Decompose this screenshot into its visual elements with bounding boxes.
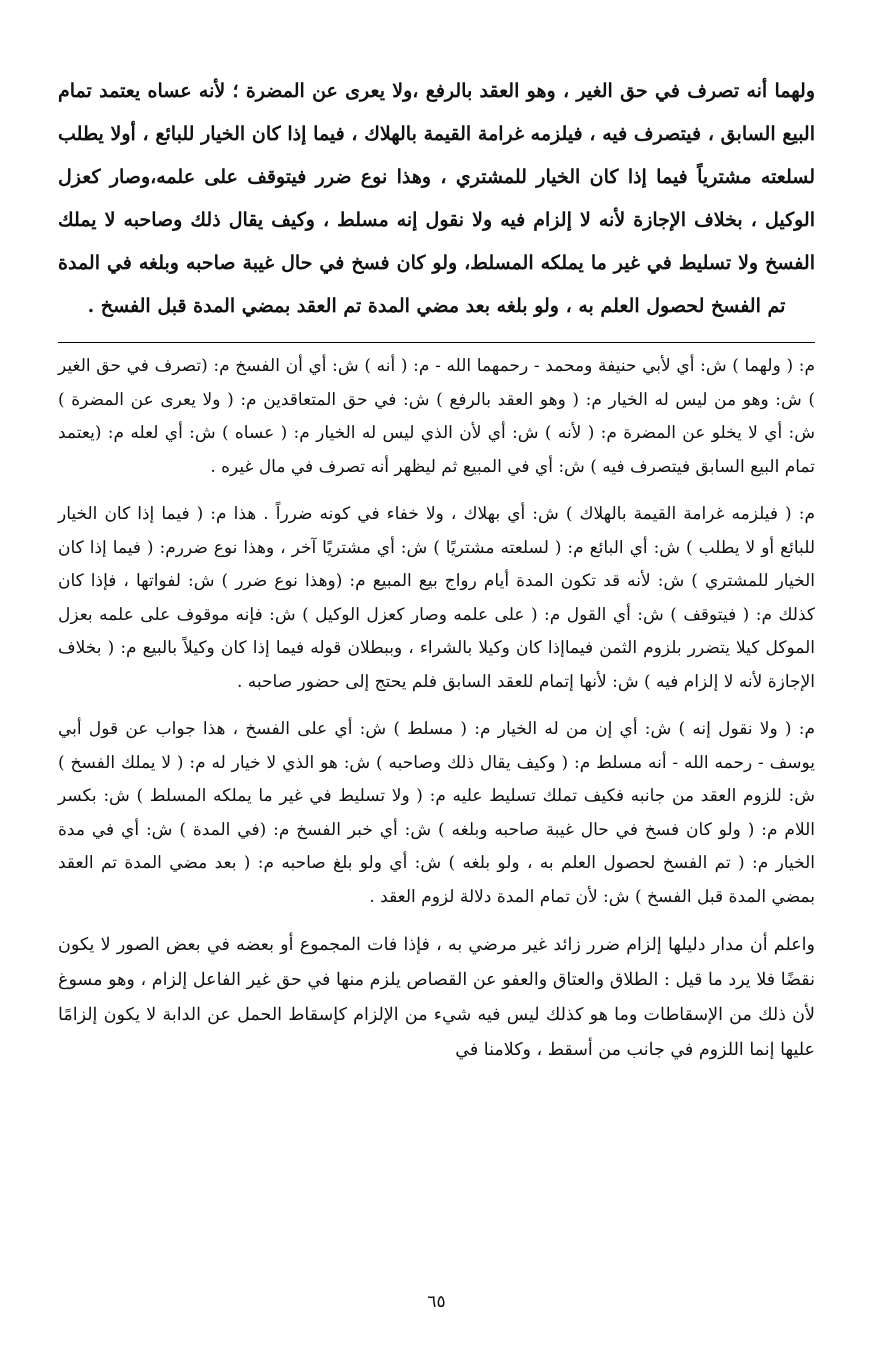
commentary-section	[58, 350, 815, 1082]
commentary-paragraph: واعلم أن مدار دليلها إلزام ضرر زائد غير مرضي به ، فإذا فات المجموع أو بعضه في بعض الصور لا يكون نقضًا فلا يرد ما قيل : الطلاق والعتاق والعفو عن القصاص يلزم منها في حق غير الفاعل إلزام ، وهو مسوغ لأن ذلك من الإسقاطات وما هو كذلك ليس فيه شيء من الإلزام كإسقاط الحمل عن الدابة لا يكون إلزامًا عليها إنما اللزوم في جانب من أسقط ، وكلامنا في	[58, 935, 815, 1060]
page-number: ٦٥	[427, 1292, 446, 1312]
commentary-paragraph: م: ( فيلزمه غرامة القيمة بالهلاك ) ش: أي بهلاك ، ولا خفاء في كونه ضرراً . هذا م: ( فيما إذا كان الخيار للبائع أو لا يطلب ) ش: أي البائع م: ( لسلعته مشتريًا ) ش: أي مشتريًا آخر ، وهذا نوع ضررم: ( فيما إذا كان الخيار للمشتري ) ش: لأنه قد تكون المدة أيام رواج بيع المبيع م: (وهذا نوع ضرر ) ش: لفواتها ، فإذا كان كذلك م: ( فيتوقف ) ش: أي القول م: ( على علمه وصار كعزل الوكيل ) ش: فإنه موقوف على علمه بعزل الموكل كيلا يتضرر بلزوم الثمن فيماإذا كان وكيلا بالشراء ، وببطلان قوله فيما إذا كان وكيلاً بالبيع م: ( بخلاف الإجازة لأنه لا إلزام فيه ) ش: لأنها إتمام للعقد السابق فلم يحتج إلى حضور صاحبه .	[58, 504, 815, 692]
section-divider	[58, 342, 815, 343]
commentary-paragraph: م: ( ولا نقول إنه ) ش: أي إن من له الخيار م: ( مسلط ) ش: أي على الفسخ ، هذا جواب عن قول أبي يوسف - رحمه الله - أنه مسلط م: ( وكيف يقال ذلك وصاحبه ) ش: هو الذي لا خيار له م: ( لا يملك الفسخ ) ش: للزوم العقد من جانبه فكيف تملك تسليط عليه م: ( ولا تسليط في غير ما يملكه المسلط ) ش: بكسر اللام م: ( ولو كان فسخ في حال غيبة صاحبه وبلغه ) ش: أي خبر الفسخ م: (في المدة ) ش: أي في مدة الخيار م: ( تم الفسخ لحصول العلم به ، ولو بلغه ) ش: أي ولو بلغ صاحبه م: ( بعد مضي المدة تم العقد بمضي المدة قبل الفسخ ) ش: لأن تمام المدة دلالة لزوم العقد .	[58, 719, 815, 907]
main-text: ولهما أنه تصرف في حق الغير ، وهو العقد بالرفع ،ولا يعرى عن المضرة ؛ لأنه عساه يعتمد تمام البيع السابق ، فيتصرف فيه ، فيلزمه غرامة القيمة بالهلاك ، فيما إذا كان الخيار للبائع ، أولا يطلب لسلعته مشترياً فيما إذا كان الخيار للمشتري ، وهذا نوع ضرر فيتوقف على علمه،وصار كعزل الوكيل ، بخلاف الإجازة لأنه لا إلزام فيه ولا نقول إنه مسلط ، وكيف يقال ذلك وصاحبه لا يملك الفسخ ولا تسليط في غير ما يملكه المسلط، ولو كان فسخ في حال غيبة صاحبه وبلغه في المدة تم الفسخ لحصول العلم به ، ولو بلغه بعد مضي المدة تم العقد بمضي المدة قبل الفسخ .	[58, 80, 815, 317]
commentary-paragraph: م: ( ولهما ) ش: أي لأبي حنيفة ومحمد - رحمهما الله - م: ( أنه ) ش: أي أن الفسخ م: (تصرف في حق الغير ) ش: وهو من ليس له الخيار م: ( وهو العقد بالرفع ) ش: في حق المتعاقدين م: ( ولا يعرى عن المضرة ) ش: أي لا يخلو عن المضرة م: ( لأنه ) ش: أي لأن الذي ليس له الخيار م: ( عساه ) ش: أي لعله م: (يعتمد تمام البيع السابق فيتصرف فيه ) ش: أي في المبيع ثم ليظهر أنه تصرف في مال غيره .	[58, 356, 815, 477]
